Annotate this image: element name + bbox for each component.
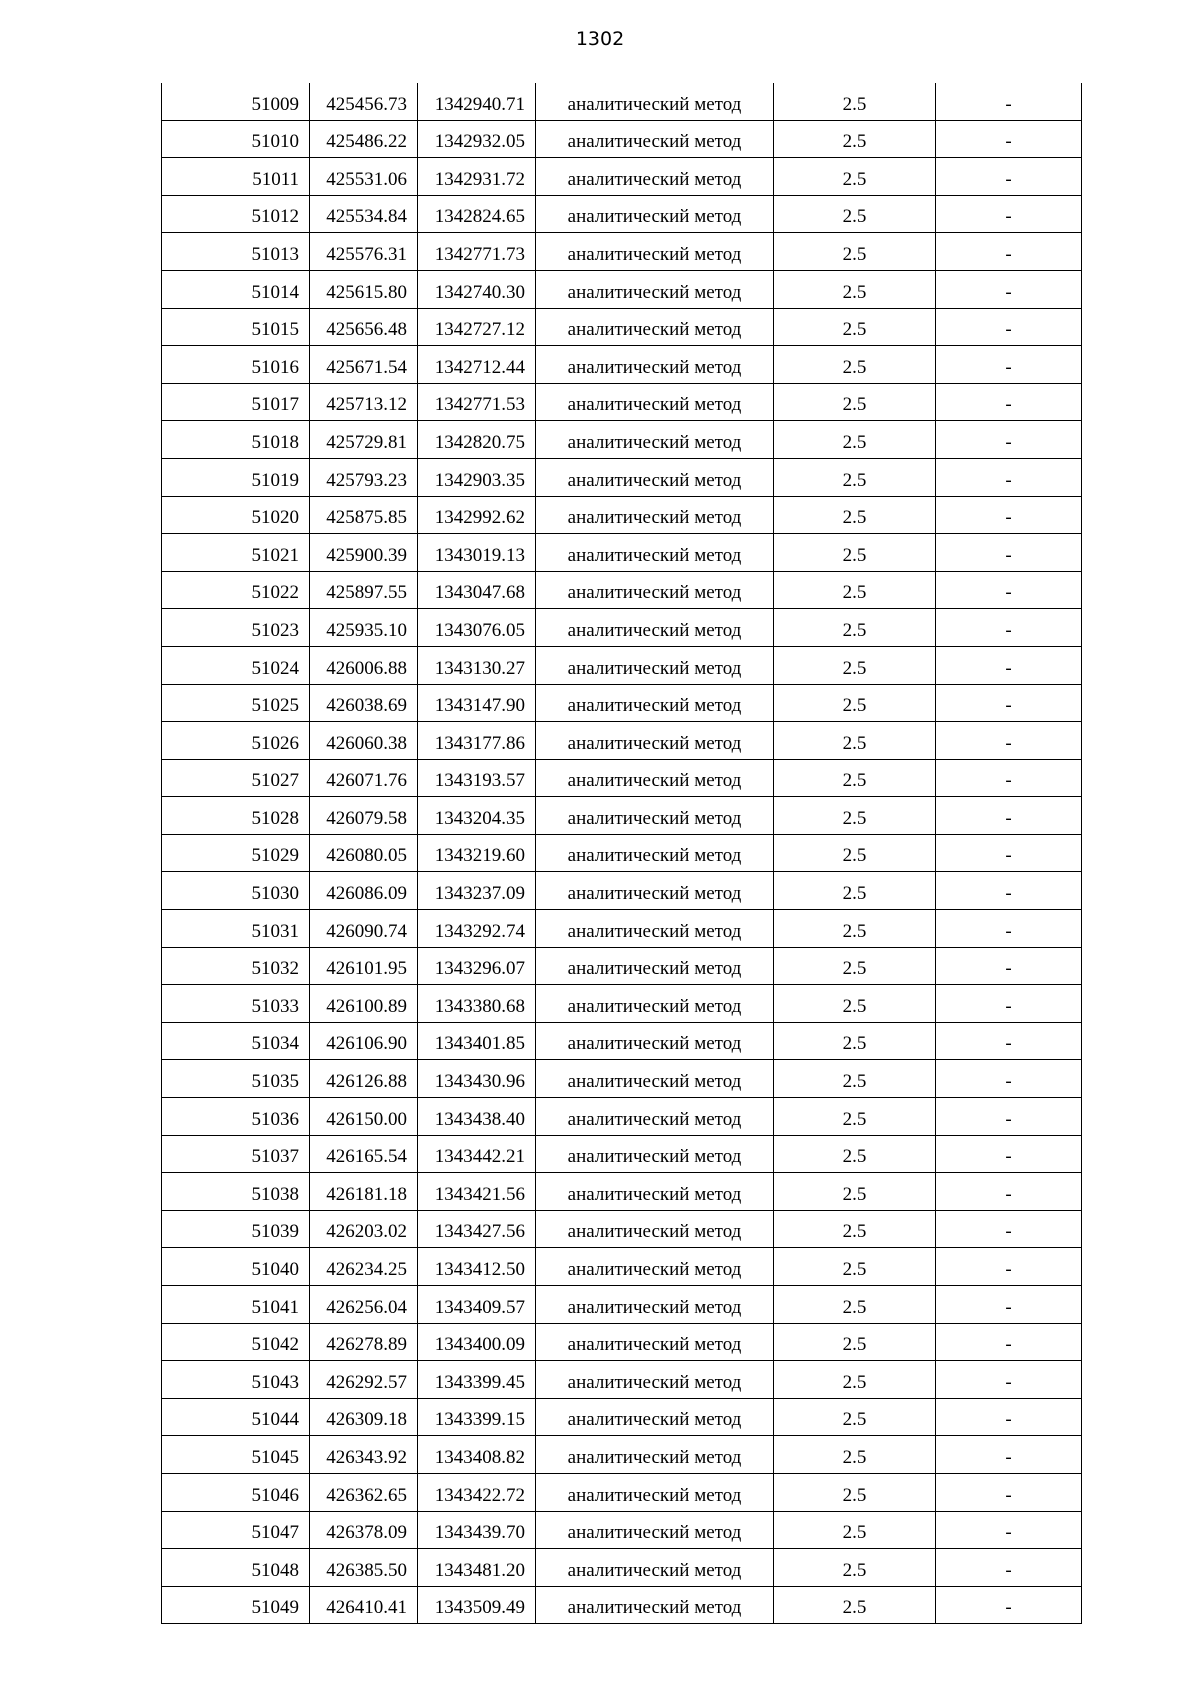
accuracy-cell: 2.5	[774, 609, 936, 647]
table-row	[162, 458, 1082, 496]
accuracy-cell: 2.5	[774, 346, 936, 384]
note-cell: -	[936, 1361, 1082, 1399]
x-coordinate-cell: 425671.54	[310, 346, 418, 384]
table-row	[162, 120, 1082, 158]
table-row	[162, 1398, 1082, 1436]
method-cell: аналитический метод	[536, 1060, 774, 1098]
note-cell: -	[936, 1098, 1082, 1136]
y-coordinate-cell: 1343412.50	[418, 1248, 536, 1286]
point-number-cell: 51018	[162, 421, 310, 459]
x-coordinate-cell: 426410.41	[310, 1586, 418, 1624]
y-coordinate-cell: 1343130.27	[418, 646, 536, 684]
x-coordinate-cell: 425534.84	[310, 195, 418, 233]
method-cell: аналитический метод	[536, 458, 774, 496]
method-cell: аналитический метод	[536, 308, 774, 346]
note-cell: -	[936, 872, 1082, 910]
accuracy-cell: 2.5	[774, 910, 936, 948]
method-cell: аналитический метод	[536, 1473, 774, 1511]
note-cell: -	[936, 722, 1082, 760]
y-coordinate-cell: 1342932.05	[418, 120, 536, 158]
accuracy-cell: 2.5	[774, 1586, 936, 1624]
method-cell: аналитический метод	[536, 609, 774, 647]
accuracy-cell: 2.5	[774, 1098, 936, 1136]
y-coordinate-cell: 1343430.96	[418, 1060, 536, 1098]
point-number-cell: 51022	[162, 571, 310, 609]
note-cell: -	[936, 1060, 1082, 1098]
x-coordinate-cell: 425486.22	[310, 120, 418, 158]
accuracy-cell: 2.5	[774, 947, 936, 985]
note-cell: -	[936, 1248, 1082, 1286]
x-coordinate-cell: 426278.89	[310, 1323, 418, 1361]
y-coordinate-cell: 1343442.21	[418, 1135, 536, 1173]
x-coordinate-cell: 426086.09	[310, 872, 418, 910]
accuracy-cell: 2.5	[774, 421, 936, 459]
point-number-cell: 51014	[162, 270, 310, 308]
method-cell: аналитический метод	[536, 872, 774, 910]
x-coordinate-cell: 426101.95	[310, 947, 418, 985]
x-coordinate-cell: 426090.74	[310, 910, 418, 948]
accuracy-cell: 2.5	[774, 83, 936, 120]
note-cell: -	[936, 1398, 1082, 1436]
x-coordinate-cell: 426150.00	[310, 1098, 418, 1136]
method-cell: аналитический метод	[536, 910, 774, 948]
x-coordinate-cell: 426256.04	[310, 1286, 418, 1324]
point-number-cell: 51024	[162, 646, 310, 684]
y-coordinate-cell: 1343177.86	[418, 722, 536, 760]
table-row	[162, 985, 1082, 1023]
method-cell: аналитический метод	[536, 1286, 774, 1324]
x-coordinate-cell: 426234.25	[310, 1248, 418, 1286]
point-number-cell: 51009	[162, 83, 310, 120]
x-coordinate-cell: 426038.69	[310, 684, 418, 722]
method-cell: аналитический метод	[536, 1511, 774, 1549]
point-number-cell: 51043	[162, 1361, 310, 1399]
y-coordinate-cell: 1342771.53	[418, 383, 536, 421]
y-coordinate-cell: 1343380.68	[418, 985, 536, 1023]
table-row	[162, 759, 1082, 797]
note-cell: -	[936, 1022, 1082, 1060]
y-coordinate-cell: 1343292.74	[418, 910, 536, 948]
note-cell: -	[936, 83, 1082, 120]
y-coordinate-cell: 1343193.57	[418, 759, 536, 797]
point-number-cell: 51019	[162, 458, 310, 496]
accuracy-cell: 2.5	[774, 270, 936, 308]
note-cell: -	[936, 1549, 1082, 1587]
x-coordinate-cell: 426385.50	[310, 1549, 418, 1587]
y-coordinate-cell: 1343047.68	[418, 571, 536, 609]
x-coordinate-cell: 426126.88	[310, 1060, 418, 1098]
table-row	[162, 646, 1082, 684]
method-cell: аналитический метод	[536, 233, 774, 271]
note-cell: -	[936, 120, 1082, 158]
table-row	[162, 872, 1082, 910]
accuracy-cell: 2.5	[774, 1173, 936, 1211]
accuracy-cell: 2.5	[774, 1473, 936, 1511]
y-coordinate-cell: 1343147.90	[418, 684, 536, 722]
y-coordinate-cell: 1343422.72	[418, 1473, 536, 1511]
y-coordinate-cell: 1343409.57	[418, 1286, 536, 1324]
table-row	[162, 1511, 1082, 1549]
x-coordinate-cell: 425897.55	[310, 571, 418, 609]
accuracy-cell: 2.5	[774, 308, 936, 346]
method-cell: аналитический метод	[536, 1586, 774, 1624]
point-number-cell: 51010	[162, 120, 310, 158]
y-coordinate-cell: 1343399.15	[418, 1398, 536, 1436]
table-row	[162, 1022, 1082, 1060]
point-number-cell: 51030	[162, 872, 310, 910]
point-number-cell: 51013	[162, 233, 310, 271]
table-row	[162, 534, 1082, 572]
y-coordinate-cell: 1343399.45	[418, 1361, 536, 1399]
point-number-cell: 51028	[162, 797, 310, 835]
accuracy-cell: 2.5	[774, 534, 936, 572]
accuracy-cell: 2.5	[774, 458, 936, 496]
accuracy-cell: 2.5	[774, 1022, 936, 1060]
method-cell: аналитический метод	[536, 1210, 774, 1248]
method-cell: аналитический метод	[536, 534, 774, 572]
point-number-cell: 51042	[162, 1323, 310, 1361]
table-row	[162, 571, 1082, 609]
x-coordinate-cell: 426309.18	[310, 1398, 418, 1436]
point-number-cell: 51032	[162, 947, 310, 985]
accuracy-cell: 2.5	[774, 1549, 936, 1587]
table-row	[162, 684, 1082, 722]
table-row	[162, 1549, 1082, 1587]
coordinates-table-body	[162, 83, 1082, 1624]
table-row	[162, 722, 1082, 760]
x-coordinate-cell: 426080.05	[310, 834, 418, 872]
x-coordinate-cell: 425456.73	[310, 83, 418, 120]
table-row	[162, 1361, 1082, 1399]
x-coordinate-cell: 426203.02	[310, 1210, 418, 1248]
note-cell: -	[936, 1210, 1082, 1248]
table-row	[162, 1323, 1082, 1361]
point-number-cell: 51037	[162, 1135, 310, 1173]
note-cell: -	[936, 421, 1082, 459]
note-cell: -	[936, 571, 1082, 609]
note-cell: -	[936, 985, 1082, 1023]
method-cell: аналитический метод	[536, 1398, 774, 1436]
table-row	[162, 270, 1082, 308]
method-cell: аналитический метод	[536, 1436, 774, 1474]
x-coordinate-cell: 426006.88	[310, 646, 418, 684]
x-coordinate-cell: 426181.18	[310, 1173, 418, 1211]
y-coordinate-cell: 1343219.60	[418, 834, 536, 872]
table-row	[162, 195, 1082, 233]
note-cell: -	[936, 496, 1082, 534]
table-row	[162, 1173, 1082, 1211]
table-row	[162, 1473, 1082, 1511]
point-number-cell: 51033	[162, 985, 310, 1023]
method-cell: аналитический метод	[536, 646, 774, 684]
point-number-cell: 51012	[162, 195, 310, 233]
table-row	[162, 910, 1082, 948]
point-number-cell: 51048	[162, 1549, 310, 1587]
method-cell: аналитический метод	[536, 1549, 774, 1587]
table-row	[162, 1436, 1082, 1474]
y-coordinate-cell: 1343401.85	[418, 1022, 536, 1060]
y-coordinate-cell: 1342771.73	[418, 233, 536, 271]
accuracy-cell: 2.5	[774, 722, 936, 760]
point-number-cell: 51016	[162, 346, 310, 384]
note-cell: -	[936, 609, 1082, 647]
note-cell: -	[936, 383, 1082, 421]
accuracy-cell: 2.5	[774, 684, 936, 722]
method-cell: аналитический метод	[536, 421, 774, 459]
x-coordinate-cell: 425935.10	[310, 609, 418, 647]
note-cell: -	[936, 308, 1082, 346]
method-cell: аналитический метод	[536, 759, 774, 797]
x-coordinate-cell: 426362.65	[310, 1473, 418, 1511]
table-row	[162, 421, 1082, 459]
x-coordinate-cell: 426343.92	[310, 1436, 418, 1474]
method-cell: аналитический метод	[536, 947, 774, 985]
table-row	[162, 496, 1082, 534]
method-cell: аналитический метод	[536, 120, 774, 158]
y-coordinate-cell: 1342903.35	[418, 458, 536, 496]
y-coordinate-cell: 1342820.75	[418, 421, 536, 459]
method-cell: аналитический метод	[536, 195, 774, 233]
point-number-cell: 51017	[162, 383, 310, 421]
note-cell: -	[936, 797, 1082, 835]
point-number-cell: 51049	[162, 1586, 310, 1624]
point-number-cell: 51046	[162, 1473, 310, 1511]
x-coordinate-cell: 425713.12	[310, 383, 418, 421]
table-row	[162, 1210, 1082, 1248]
table-row	[162, 1286, 1082, 1324]
method-cell: аналитический метод	[536, 834, 774, 872]
x-coordinate-cell: 425576.31	[310, 233, 418, 271]
point-number-cell: 51035	[162, 1060, 310, 1098]
accuracy-cell: 2.5	[774, 1511, 936, 1549]
accuracy-cell: 2.5	[774, 571, 936, 609]
note-cell: -	[936, 684, 1082, 722]
method-cell: аналитический метод	[536, 1022, 774, 1060]
y-coordinate-cell: 1342712.44	[418, 346, 536, 384]
method-cell: аналитический метод	[536, 496, 774, 534]
accuracy-cell: 2.5	[774, 195, 936, 233]
accuracy-cell: 2.5	[774, 834, 936, 872]
point-number-cell: 51026	[162, 722, 310, 760]
x-coordinate-cell: 426378.09	[310, 1511, 418, 1549]
accuracy-cell: 2.5	[774, 1361, 936, 1399]
accuracy-cell: 2.5	[774, 797, 936, 835]
method-cell: аналитический метод	[536, 1135, 774, 1173]
table-row	[162, 233, 1082, 271]
method-cell: аналитический метод	[536, 985, 774, 1023]
x-coordinate-cell: 426060.38	[310, 722, 418, 760]
y-coordinate-cell: 1343438.40	[418, 1098, 536, 1136]
table-row	[162, 1060, 1082, 1098]
note-cell: -	[936, 834, 1082, 872]
y-coordinate-cell: 1343408.82	[418, 1436, 536, 1474]
point-number-cell: 51034	[162, 1022, 310, 1060]
method-cell: аналитический метод	[536, 346, 774, 384]
accuracy-cell: 2.5	[774, 120, 936, 158]
point-number-cell: 51023	[162, 609, 310, 647]
accuracy-cell: 2.5	[774, 496, 936, 534]
accuracy-cell: 2.5	[774, 985, 936, 1023]
note-cell: -	[936, 947, 1082, 985]
note-cell: -	[936, 910, 1082, 948]
table-row	[162, 797, 1082, 835]
method-cell: аналитический метод	[536, 1361, 774, 1399]
accuracy-cell: 2.5	[774, 1398, 936, 1436]
table-row	[162, 947, 1082, 985]
method-cell: аналитический метод	[536, 383, 774, 421]
accuracy-cell: 2.5	[774, 1286, 936, 1324]
note-cell: -	[936, 1511, 1082, 1549]
x-coordinate-cell: 426106.90	[310, 1022, 418, 1060]
note-cell: -	[936, 1173, 1082, 1211]
table-row	[162, 834, 1082, 872]
method-cell: аналитический метод	[536, 158, 774, 196]
page-number: 1302	[575, 28, 625, 50]
note-cell: -	[936, 646, 1082, 684]
point-number-cell: 51011	[162, 158, 310, 196]
x-coordinate-cell: 425656.48	[310, 308, 418, 346]
method-cell: аналитический метод	[536, 797, 774, 835]
accuracy-cell: 2.5	[774, 1436, 936, 1474]
table-row	[162, 383, 1082, 421]
note-cell: -	[936, 158, 1082, 196]
y-coordinate-cell: 1343019.13	[418, 534, 536, 572]
x-coordinate-cell: 425729.81	[310, 421, 418, 459]
y-coordinate-cell: 1342940.71	[418, 83, 536, 120]
accuracy-cell: 2.5	[774, 158, 936, 196]
method-cell: аналитический метод	[536, 83, 774, 120]
point-number-cell: 51036	[162, 1098, 310, 1136]
table-row	[162, 1098, 1082, 1136]
table-row	[162, 1248, 1082, 1286]
note-cell: -	[936, 1286, 1082, 1324]
accuracy-cell: 2.5	[774, 1248, 936, 1286]
y-coordinate-cell: 1343439.70	[418, 1511, 536, 1549]
table-row	[162, 83, 1082, 120]
y-coordinate-cell: 1342824.65	[418, 195, 536, 233]
table-row	[162, 1135, 1082, 1173]
table-row	[162, 346, 1082, 384]
coordinates-table	[161, 83, 1082, 1624]
accuracy-cell: 2.5	[774, 1135, 936, 1173]
point-number-cell: 51031	[162, 910, 310, 948]
point-number-cell: 51021	[162, 534, 310, 572]
point-number-cell: 51029	[162, 834, 310, 872]
table-row	[162, 158, 1082, 196]
table-row	[162, 1586, 1082, 1624]
y-coordinate-cell: 1342992.62	[418, 496, 536, 534]
point-number-cell: 51038	[162, 1173, 310, 1211]
y-coordinate-cell: 1342740.30	[418, 270, 536, 308]
point-number-cell: 51027	[162, 759, 310, 797]
accuracy-cell: 2.5	[774, 646, 936, 684]
x-coordinate-cell: 426165.54	[310, 1135, 418, 1173]
point-number-cell: 51039	[162, 1210, 310, 1248]
method-cell: аналитический метод	[536, 1098, 774, 1136]
point-number-cell: 51044	[162, 1398, 310, 1436]
point-number-cell: 51015	[162, 308, 310, 346]
table-row	[162, 609, 1082, 647]
point-number-cell: 51025	[162, 684, 310, 722]
note-cell: -	[936, 346, 1082, 384]
accuracy-cell: 2.5	[774, 1210, 936, 1248]
accuracy-cell: 2.5	[774, 383, 936, 421]
x-coordinate-cell: 426100.89	[310, 985, 418, 1023]
y-coordinate-cell: 1343427.56	[418, 1210, 536, 1248]
note-cell: -	[936, 1135, 1082, 1173]
y-coordinate-cell: 1343204.35	[418, 797, 536, 835]
y-coordinate-cell: 1343237.09	[418, 872, 536, 910]
note-cell: -	[936, 1586, 1082, 1624]
note-cell: -	[936, 1436, 1082, 1474]
y-coordinate-cell: 1343421.56	[418, 1173, 536, 1211]
point-number-cell: 51040	[162, 1248, 310, 1286]
x-coordinate-cell: 425793.23	[310, 458, 418, 496]
accuracy-cell: 2.5	[774, 759, 936, 797]
y-coordinate-cell: 1343481.20	[418, 1549, 536, 1587]
y-coordinate-cell: 1343509.49	[418, 1586, 536, 1624]
method-cell: аналитический метод	[536, 722, 774, 760]
method-cell: аналитический метод	[536, 684, 774, 722]
x-coordinate-cell: 425900.39	[310, 534, 418, 572]
accuracy-cell: 2.5	[774, 1060, 936, 1098]
note-cell: -	[936, 233, 1082, 271]
x-coordinate-cell: 426071.76	[310, 759, 418, 797]
method-cell: аналитический метод	[536, 1248, 774, 1286]
accuracy-cell: 2.5	[774, 872, 936, 910]
method-cell: аналитический метод	[536, 571, 774, 609]
x-coordinate-cell: 426292.57	[310, 1361, 418, 1399]
method-cell: аналитический метод	[536, 270, 774, 308]
x-coordinate-cell: 425875.85	[310, 496, 418, 534]
note-cell: -	[936, 534, 1082, 572]
y-coordinate-cell: 1342727.12	[418, 308, 536, 346]
point-number-cell: 51041	[162, 1286, 310, 1324]
x-coordinate-cell: 425531.06	[310, 158, 418, 196]
note-cell: -	[936, 759, 1082, 797]
point-number-cell: 51045	[162, 1436, 310, 1474]
note-cell: -	[936, 195, 1082, 233]
y-coordinate-cell: 1343400.09	[418, 1323, 536, 1361]
note-cell: -	[936, 1473, 1082, 1511]
point-number-cell: 51020	[162, 496, 310, 534]
point-number-cell: 51047	[162, 1511, 310, 1549]
note-cell: -	[936, 270, 1082, 308]
y-coordinate-cell: 1343076.05	[418, 609, 536, 647]
y-coordinate-cell: 1342931.72	[418, 158, 536, 196]
y-coordinate-cell: 1343296.07	[418, 947, 536, 985]
method-cell: аналитический метод	[536, 1173, 774, 1211]
x-coordinate-cell: 425615.80	[310, 270, 418, 308]
note-cell: -	[936, 1323, 1082, 1361]
method-cell: аналитический метод	[536, 1323, 774, 1361]
x-coordinate-cell: 426079.58	[310, 797, 418, 835]
note-cell: -	[936, 458, 1082, 496]
table-row	[162, 308, 1082, 346]
accuracy-cell: 2.5	[774, 233, 936, 271]
accuracy-cell: 2.5	[774, 1323, 936, 1361]
